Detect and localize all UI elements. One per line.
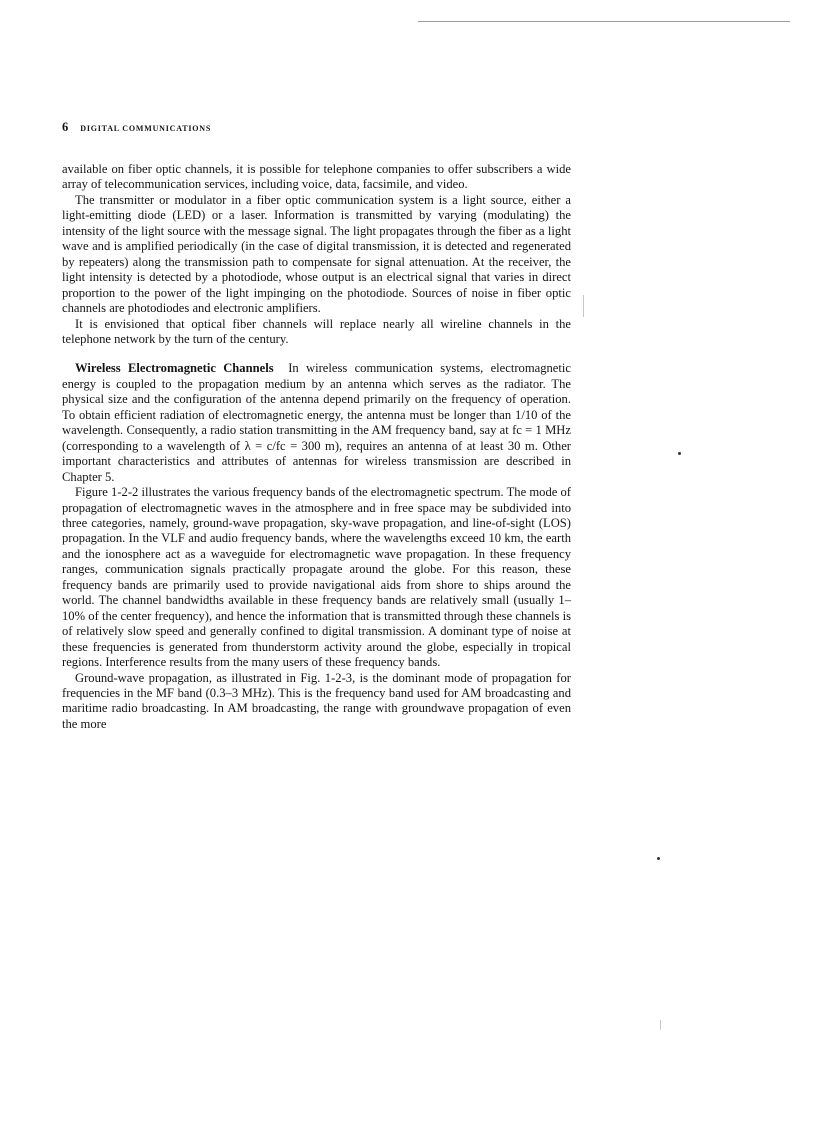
scan-mark: [660, 1020, 661, 1030]
top-rule: [418, 21, 790, 22]
lead-text-end: ), requires an antenna of at least 30 m. Other important characteristics and attributes of antennas for wireless transmission are described in Chapter 5.: [62, 438, 571, 484]
fraction: 1/10: [515, 407, 538, 422]
paragraph-ground-wave: Ground-wave propagation, as illustrated in Fig. 1-2-3, is the dominant mode of propagation for frequencies in the MF band (0.3–3 MHz). This is the frequency band used for AM broadcasting and maritime radio broadcasting. In AM broadcasting, the range with groundwave propagation of even the more: [62, 670, 571, 731]
paragraph-transmitter: The transmitter or modulator in a fiber optic communication system is a light source, either a light-emitting diode (LED) or a laser. Information is transmitted by varying (modulating) the intensity of the light source with the message signal. The light propagates through the fiber as a light wave and is amplified periodically (in the case of digital transmission, it is detected and regenerated by repeaters) along the transmission path to compensate for signal attenuation. At the receiver, the light intensity is detected by a photodiode, whose output is an electrical signal that varies in direct proportion to the power of the light impinging on the photodiode. Sources of noise in fiber optic channels are photodiodes and electronic amplifiers.: [62, 192, 571, 316]
margin-dot: [657, 857, 660, 860]
text-body: [62, 162, 571, 732]
paragraph-continued: available on fiber optic channels, it is possible for telephone companies to offer subscribers a wide array of telecommunication services, including voice, data, facsimile, and video.: [62, 162, 571, 192]
margin-dot: [678, 452, 681, 455]
lead-text: In wireless communication systems, electromagnetic energy is coupled to the propagation medium by an antenna which serves as the radiator. The physical size and the configuration of the antenna depend primarily on the frequency of operation. To obtain efficient radiation of electromagnetic energy, the antenna must be longer than: [62, 361, 571, 422]
paragraph-wireless-lead: [62, 361, 571, 485]
page-number: 6: [62, 120, 69, 134]
lead-text-cont2: (corresponding to a wavelength of: [62, 438, 245, 453]
paragraph-spectrum: Figure 1-2-2 illustrates the various frequency bands of the electromagnetic spectrum. The mode of propagation of electromagnetic waves in the atmosphere and in free space may be subdivided into three categories, namely, ground-wave propagation, sky-wave propagation, and line-of-sight (LOS) propagation. In the VLF and audio frequency bands, where the wavelengths exceed 10 km, the earth and the ionosphere act as a waveguide for electromagnetic wave propagation. In these frequency ranges, communication signals practically propagate around the globe. For this reason, these frequency bands are primarily used to provide navigational aids from shore to ships around the world. The channel bandwidths available in these frequency bands are relatively small (usually 1–10% of the center frequency), and hence the information that is transmitted through these channels is of relatively slow speed and generally confined to digital transmission. A dominant type of noise at these frequencies is generated from thunderstorm activity around the globe, especially in tropical regions. Interference results from the many users of these frequency bands.: [62, 485, 571, 670]
running-title: DIGITAL COMMUNICATIONS: [80, 124, 212, 133]
section-spacer: [274, 361, 289, 375]
wavelength-expression: λ = c/fc = 300 m: [244, 438, 335, 453]
section-heading: Wireless Electromagnetic Channels: [75, 361, 274, 376]
running-head: [62, 120, 211, 135]
lead-text-cont: of the wavelength. Consequently, a radio station transmitting in the AM frequency band, say at: [62, 407, 571, 438]
frequency-expression: fc = 1 MHz: [512, 423, 571, 438]
scan-mark: [583, 295, 584, 317]
paragraph-envisioned: It is envisioned that optical fiber channels will replace nearly all wireline channels in the telephone network by the turn of the century.: [62, 316, 571, 346]
